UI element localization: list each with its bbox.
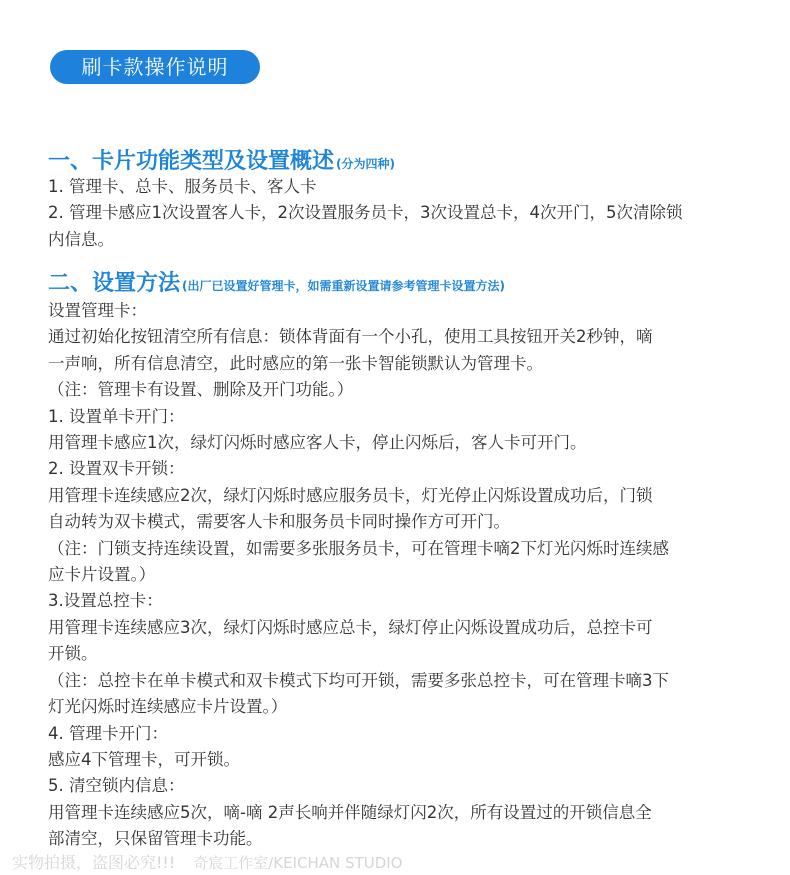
- section-2-line: 1. 设置单卡开门：: [48, 406, 185, 426]
- section-2-line: 开锁。: [48, 644, 98, 664]
- section-2-line: （注：门锁支持连续设置，如需要多张服务员卡，可在管理卡嘀2下灯光闪烁时连续感: [48, 538, 669, 558]
- instructions-badge: 刷卡款操作说明: [50, 50, 260, 84]
- section-2-line: 用管理卡连续感应2次，绿灯闪烁时感应服务员卡，灯光停止闪烁设置成功后，门锁: [48, 485, 653, 505]
- section-2-line: 自动转为双卡模式，需要客人卡和服务员卡同时操作方可开门。: [48, 512, 510, 532]
- section-1-body: [48, 174, 753, 253]
- watermark-studio: 奇宸工作室/KEICHAN STUDIO: [193, 854, 403, 872]
- section-1-note: (分为四种): [336, 157, 395, 171]
- section-1-line: 2. 管理卡感应1次设置客人卡，2次设置服务员卡，3次设置总卡，4次开门，5次清除锁: [48, 203, 683, 223]
- section-2-line: 通过初始化按钮清空所有信息：锁体背面有一个小孔，使用工具按钮开关2秒钟，嘀: [48, 327, 653, 347]
- section-1-heading: [48, 144, 395, 175]
- section-2-line: 4. 管理卡开门：: [48, 723, 168, 743]
- watermark: [12, 850, 403, 873]
- section-1-line: 内信息。: [48, 229, 114, 249]
- section-2-line: 应卡片设置。）: [48, 565, 156, 585]
- section-2-line: 灯光闪烁时连续感应卡片设置。）: [48, 697, 288, 717]
- section-2-title: 二、设置方法: [48, 271, 181, 296]
- section-2-line: 部清空，只保留管理卡功能。: [48, 829, 263, 849]
- section-2-line: 用管理卡连续感应5次，嘀-嘀 2声长响并伴随绿灯闪2次，所有设置过的开锁信息全: [48, 802, 652, 822]
- section-2-line: 2. 设置双卡开锁：: [48, 459, 185, 479]
- section-2-line: 3.设置总控卡：: [48, 591, 163, 611]
- section-2-body: [48, 298, 753, 853]
- section-2-line: 一声响，所有信息清空，此时感应的第一张卡智能锁默认为管理卡。: [48, 353, 543, 373]
- section-2-line: 用管理卡感应1次，绿灯闪烁时感应客人卡，停止闪烁后，客人卡可开门。: [48, 433, 587, 453]
- section-2-line: 设置管理卡：: [48, 301, 147, 320]
- section-2-line: 感应4下管理卡，可开锁。: [48, 749, 240, 769]
- section-2-line: 5. 清空锁内信息：: [48, 776, 185, 796]
- watermark-notice: 实物拍摄，盗图必究!!!: [12, 853, 176, 872]
- section-2-line: （注：管理卡有设置、删除及开门功能。）: [48, 380, 354, 400]
- section-1-line: 1. 管理卡、总卡、服务员卡、客人卡: [48, 177, 317, 196]
- section-2-note: (出厂已设置好管理卡，如需重新设置请参考管理卡设置方法): [182, 279, 505, 293]
- section-2-line: 用管理卡连续感应3次，绿灯闪烁时感应总卡，绿灯停止闪烁设置成功后，总控卡可: [48, 617, 653, 637]
- section-1-title: 一、卡片功能类型及设置概述: [48, 149, 335, 174]
- section-2-heading: [48, 266, 505, 297]
- section-2-line: （注：总控卡在单卡模式和双卡模式下均可开锁，需要多张总控卡，可在管理卡嘀3下: [48, 670, 669, 690]
